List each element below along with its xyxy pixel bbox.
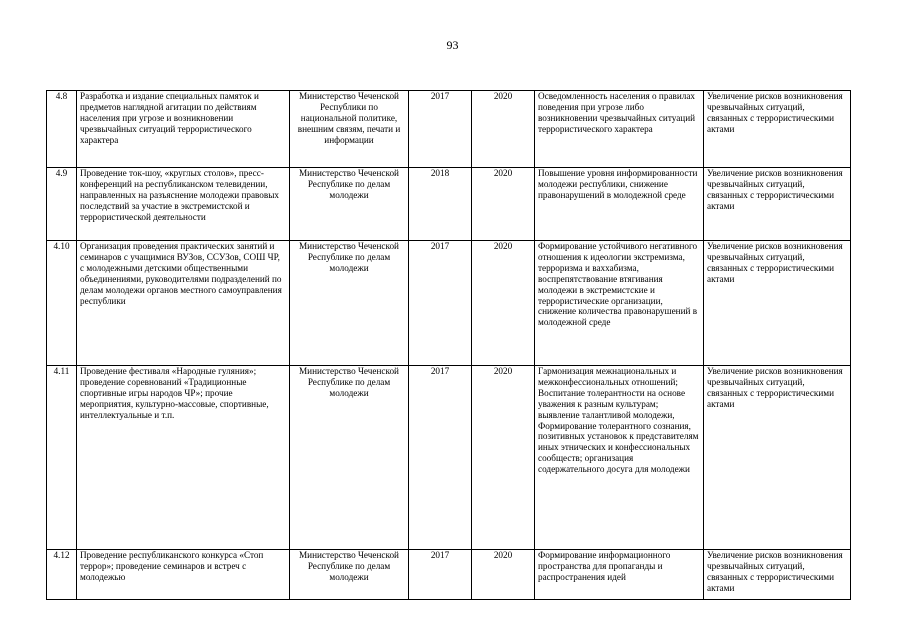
table-row <box>47 366 851 550</box>
start-year-cell: 2017 <box>409 366 472 550</box>
executor-cell: Министерство Чеченской Республике по делам молодежи <box>290 168 409 241</box>
activity-cell: Проведение республиканского конкурса «Стоп террор»; проведение семинаров и встреч с молодежью <box>77 550 290 600</box>
table-row <box>47 550 851 600</box>
executor-cell: Министерство Чеченской Республике по делам молодежи <box>290 366 409 550</box>
risk-cell: Увеличение рисков возникновения чрезвычайных ситуаций, связанных с террористическими актами <box>704 168 851 241</box>
risk-cell: Увеличение рисков возникновения чрезвычайных ситуаций, связанных с террористическими актами <box>704 91 851 168</box>
end-year-cell: 2020 <box>472 366 535 550</box>
row-number: 4.11 <box>47 366 77 550</box>
start-year-cell: 2017 <box>409 91 472 168</box>
result-cell: Формирование информационного пространства для пропаганды и распространения идей <box>535 550 704 600</box>
start-year-cell: 2017 <box>409 550 472 600</box>
row-number: 4.9 <box>47 168 77 241</box>
row-number: 4.10 <box>47 241 77 366</box>
result-cell: Повышение уровня информированности молодежи республики, снижение правонарушений в молодежной среде <box>535 168 704 241</box>
executor-cell: Министерство Чеченской Республике по делам молодежи <box>290 550 409 600</box>
result-cell: Гармонизация межнациональных и межконфессиональных отношений; Воспитание толерантности на основе уважения к разным культурам; выявление талантливой молодежи, Формирование толерантного сознания, позитивных установок к представителям иных этнических и конфессиональных сообществ; организация содержательного досуга для молодежи <box>535 366 704 550</box>
start-year-cell: 2018 <box>409 168 472 241</box>
start-year-cell: 2017 <box>409 241 472 366</box>
row-number: 4.8 <box>47 91 77 168</box>
executor-cell: Министерство Чеченской Республики по национальной политике, внешним связям, печати и информации <box>290 91 409 168</box>
table-row <box>47 91 851 168</box>
risk-cell: Увеличение рисков возникновения чрезвычайных ситуаций, связанных с террористическими актами <box>704 241 851 366</box>
measures-table <box>46 90 851 600</box>
row-number: 4.12 <box>47 550 77 600</box>
end-year-cell: 2020 <box>472 91 535 168</box>
activity-cell: Разработка и издание специальных памяток и предметов наглядной агитации по действиям населения при угрозе и возникновении чрезвычайных ситуаций террористического характера <box>77 91 290 168</box>
risk-cell: Увеличение рисков возникновения чрезвычайных ситуаций, связанных с террористическими актами <box>704 366 851 550</box>
end-year-cell: 2020 <box>472 550 535 600</box>
result-cell: Формирование устойчивого негативного отношения к идеологии экстремизма, терроризма и ваххабизма, воспрепятствование втягивания молодежи в экстремистские и террористические организации, снижение количества правонарушений в молодежной среде <box>535 241 704 366</box>
end-year-cell: 2020 <box>472 241 535 366</box>
executor-cell: Министерство Чеченской Республике по делам молодежи <box>290 241 409 366</box>
activity-cell: Проведение ток-шоу, «круглых столов», пресс-конференций на республиканском телевидении, направленных на разъяснение молодежи правовых последствий за участие в экстремистской и террористической деятельности <box>77 168 290 241</box>
end-year-cell: 2020 <box>472 168 535 241</box>
table-row <box>47 241 851 366</box>
page-number: 93 <box>446 38 459 52</box>
result-cell: Осведомленность населения о правилах поведения при угрозе либо возникновении чрезвычайных ситуаций террористического характера <box>535 91 704 168</box>
table-row <box>47 168 851 241</box>
risk-cell: Увеличение рисков возникновения чрезвычайных ситуаций, связанных с террористическими актами <box>704 550 851 600</box>
activity-cell: Организация проведения практических занятий и семинаров с учащимися ВУЗов, ССУЗов, СОШ ЧР, с молодежными детскими общественными объединениями, руководителями подразделений по делам молодежи органов местного самоуправления республики <box>77 241 290 366</box>
activity-cell: Проведение фестиваля «Народные гуляния»; проведение соревнований «Традиционные спортивные игры народов ЧР»; прочие мероприятия, культурно-массовые, спортивные, интеллектуальные и т.п. <box>77 366 290 550</box>
